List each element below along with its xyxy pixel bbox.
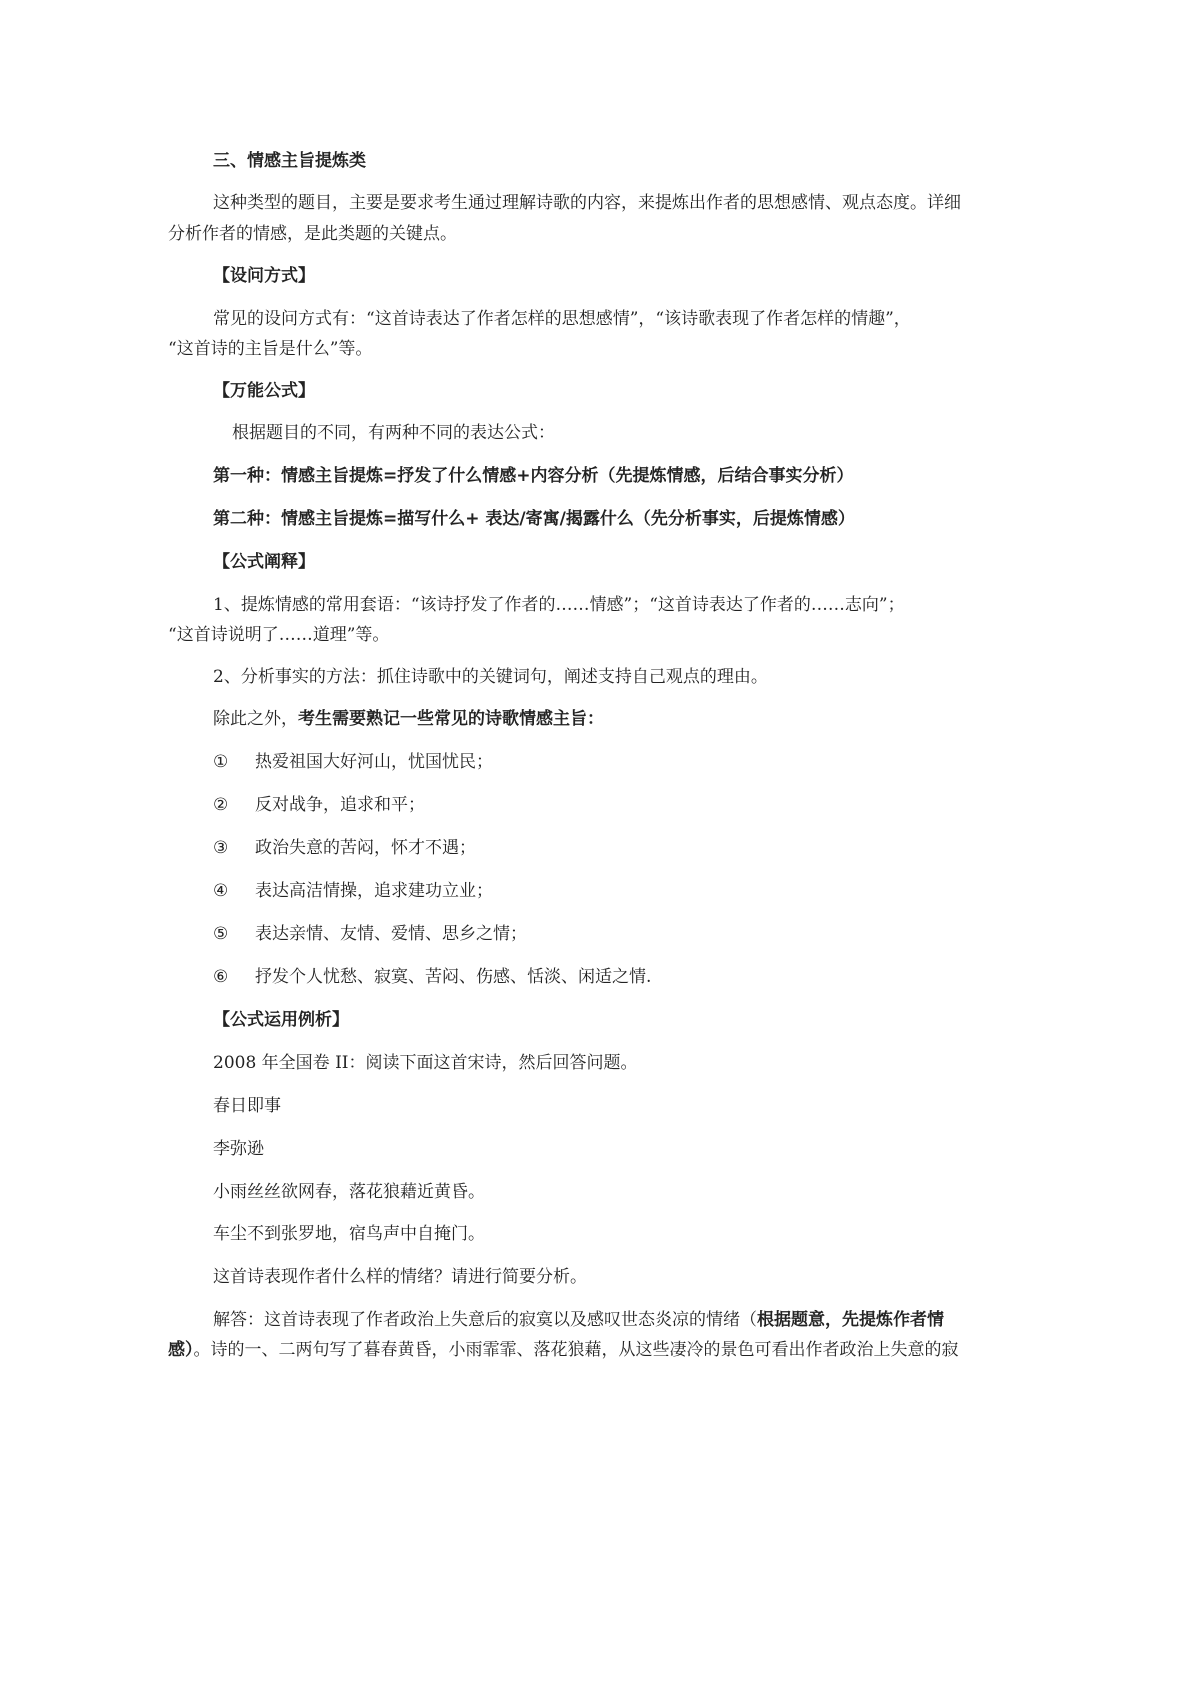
theme-text: 热爱祖国大好河山，忧国忧民； <box>255 752 493 772</box>
formula-second: 第二种：情感主旨提炼=描写什么+ 表达/寄寓/揭露什么（先分析事实，后提炼情感） <box>213 509 855 529</box>
answer-text: 解答：这首诗表现了作者政治上失意后的寂寞以及感叹世态炎凉的情绪（ <box>213 1310 757 1330</box>
note-emphasis: 考生需要熟记一些常见的诗歌情感主旨： <box>298 709 604 729</box>
formula-first: 第一种：情感主旨提炼=抒发了什么情感+内容分析（先提炼情感，后结合事实分析） <box>213 466 854 486</box>
answer-line-2 <box>168 1338 959 1362</box>
theme-marker: ③ <box>213 838 229 858</box>
explanation-heading: 【公式阐释】 <box>213 552 315 572</box>
question-style-line-2: “这首诗的主旨是什么”等。 <box>168 339 373 359</box>
explanation-item-1-line-2: “这首诗说明了……道理”等。 <box>168 625 390 645</box>
answer-line-1 <box>213 1308 944 1332</box>
explanation-note <box>213 707 604 731</box>
theme-item-6 <box>213 965 651 989</box>
example-source: 2008 年全国卷 II：阅读下面这首宋诗，然后回答问题。 <box>213 1053 638 1073</box>
theme-item-4 <box>213 879 493 903</box>
explanation-item-2: 2、分析事实的方法：抓住诗歌中的关键词句，阐述支持自己观点的理由。 <box>213 667 768 687</box>
theme-text: 政治失意的苦闷，怀才不遇； <box>255 838 476 858</box>
intro-line-2: 分析作者的情感，是此类题的关键点。 <box>168 224 457 244</box>
theme-item-3 <box>213 836 476 860</box>
answer-text: 。诗的一、二两句写了暮春黄昏，小雨霏霏、落花狼藉，从这些凄冷的景色可看出作者政治上失意的寂 <box>193 1340 959 1360</box>
poem-verse-2: 车尘不到张罗地，宿鸟声中自掩门。 <box>213 1224 485 1244</box>
theme-marker: ② <box>213 795 229 815</box>
example-question: 这首诗表现作者什么样的情绪？请进行简要分析。 <box>213 1267 587 1287</box>
question-style-line-1: 常见的设问方式有：“这首诗表达了作者怎样的思想感情”，“该诗歌表现了作者怎样的情趣”， <box>213 309 911 329</box>
poem-verse-1: 小雨丝丝欲网春，落花狼藉近黄昏。 <box>213 1182 485 1202</box>
note-prefix: 除此之外， <box>213 709 298 729</box>
theme-marker: ① <box>213 752 229 772</box>
answer-emphasis: 感） <box>168 1340 194 1360</box>
formula-lead: 根据题目的不同，有两种不同的表达公式： <box>232 423 555 443</box>
theme-item-1 <box>213 750 493 774</box>
formula-heading: 【万能公式】 <box>213 381 315 401</box>
example-heading: 【公式运用例析】 <box>213 1010 349 1030</box>
theme-text: 表达高洁情操，追求建功立业； <box>255 881 493 901</box>
explanation-item-1-line-1: 1、提炼情感的常用套语：“该诗抒发了作者的……情感”；“这首诗表达了作者的……志向”； <box>213 595 905 615</box>
theme-text: 抒发个人忧愁、寂寞、苦闷、伤感、恬淡、闲适之情. <box>255 967 652 987</box>
section-title: 三、情感主旨提炼类 <box>213 151 366 171</box>
theme-item-5 <box>213 922 527 946</box>
question-style-heading: 【设问方式】 <box>213 266 315 286</box>
intro-line-1: 这种类型的题目，主要是要求考生通过理解诗歌的内容，来提炼出作者的思想感情、观点态度。详细 <box>213 193 961 213</box>
poem-title: 春日即事 <box>213 1096 281 1116</box>
answer-emphasis: 根据题意，先提炼作者情 <box>757 1310 944 1330</box>
theme-marker: ⑤ <box>213 924 229 944</box>
theme-text: 反对战争，追求和平； <box>255 795 425 815</box>
poem-author: 李弥逊 <box>213 1139 264 1159</box>
theme-marker: ⑥ <box>213 967 229 987</box>
theme-marker: ④ <box>213 881 229 901</box>
theme-text: 表达亲情、友情、爱情、思乡之情； <box>255 924 527 944</box>
theme-item-2 <box>213 793 425 817</box>
